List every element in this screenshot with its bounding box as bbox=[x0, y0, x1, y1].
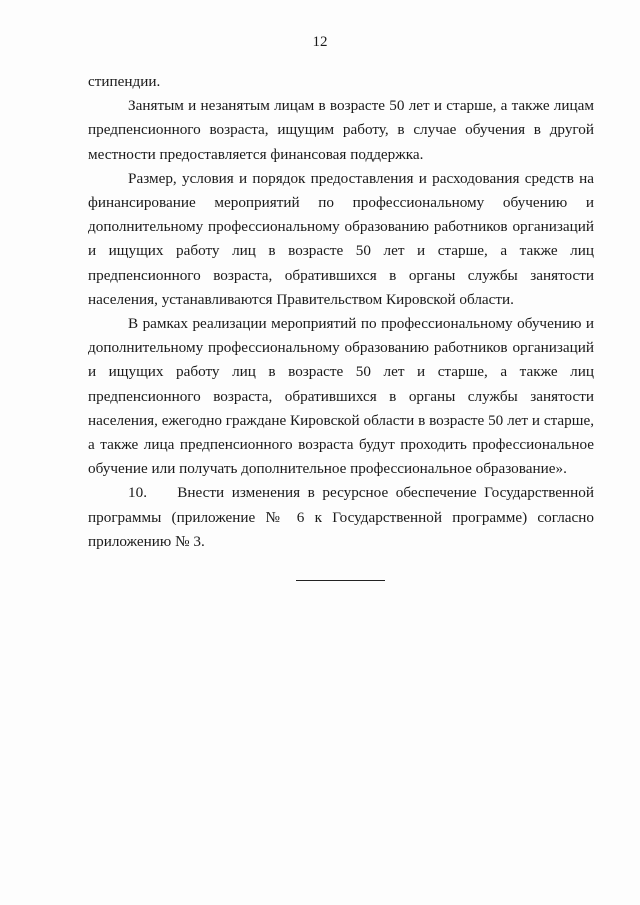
paragraph-financial-support: Занятым и незанятым лицам в возрасте 50 лет и старше, а также лицам предпенсионного возраста, ищущим работу, в случае обучения в другой местности предоставляется финансовая поддержка. bbox=[88, 97, 594, 163]
paragraph-item-10: 10. Внести изменения в ресурсное обеспечение Государственной программы (приложение № 6 к Государственной программе) согласно приложению № 3. bbox=[88, 484, 594, 550]
paragraph-funding-rules: Размер, условия и порядок предоставления и расходования средств на финансирование мероприятий по профессиональному обучению и дополнительному профессиональному образованию работников организаций и ищущих работу лиц в возрасте 50 лет и старше, а также лиц предпенсионного возраста, обратившихся в органы службы занятости населения, устанавливаются Правительством Кировской области. bbox=[88, 169, 594, 308]
paragraph-annual-training: В рамках реализации мероприятий по профессиональному обучению и дополнительному профессиональному образованию работников организаций и ищущих работу лиц в возрасте 50 лет и старше, а также лиц предпенсионного возраста, обратившихся в органы службы занятости населения, ежегодно граждане Кировской области в возрасте 50 лет и старше, а также лица предпенсионного возраста будут проходить профессиональное обучение или получать дополнительное профессиональное образование». bbox=[88, 315, 594, 478]
document-body bbox=[88, 70, 594, 554]
paragraph-continuation: стипендии. bbox=[88, 73, 161, 90]
page-number: 12 bbox=[312, 34, 328, 50]
end-separator-line bbox=[296, 580, 385, 581]
